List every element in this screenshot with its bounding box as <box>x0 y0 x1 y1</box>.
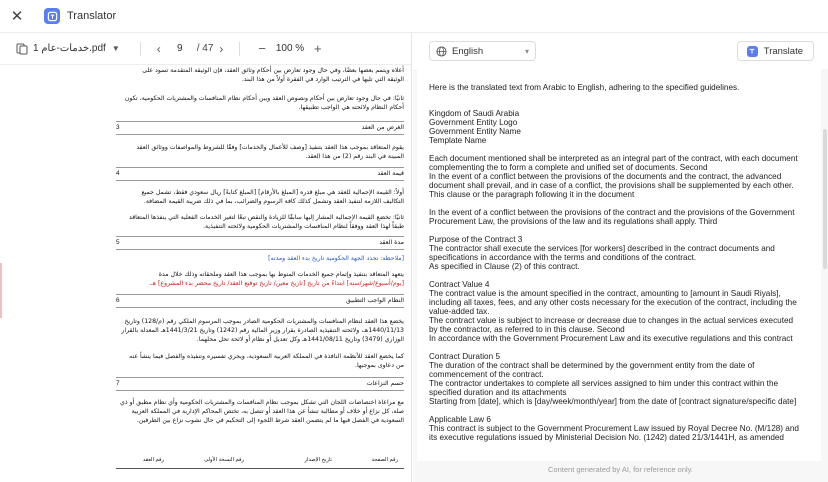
translated-line: document shall prevail, and in case of a conflict, the provisions shall be supplemented by each other. <box>429 181 794 190</box>
pdf-text-line: ثانيًا: في حال وجود تعارض بين أحكام ونصوص العقد وبين أحكام نظام المنافسات والمشتريات الحكومية، تكون <box>124 95 404 102</box>
translated-line: Each document mentioned shall be interpreted as an integral part of the contract, with each document <box>429 154 798 163</box>
language-label: English <box>452 45 484 57</box>
translator-app-icon <box>44 8 60 24</box>
section-rule <box>116 307 404 308</box>
translated-line: complementing the to form a complete and unified set of documents. Second <box>429 163 708 172</box>
translated-line: its executive regulations issued by Ministerial Decision No. (1242) dated 21/3/1441H, as amended <box>429 433 784 442</box>
section-rule <box>116 121 404 122</box>
section-title: الغرض من العقد <box>361 124 404 131</box>
pdf-text-line: المبينة في البند رقم (2) من هذا العقد. <box>305 153 404 160</box>
translated-document <box>417 69 821 461</box>
title-bar <box>0 0 828 33</box>
section-number: 5 <box>116 239 120 246</box>
pdf-text-line: أحكام النظام ولائحته هي الواجب تطبيقها. <box>298 104 404 111</box>
chevron-down-icon[interactable]: ▼ <box>111 44 120 53</box>
translated-paragraph <box>429 352 813 406</box>
translated-line: The contract value is subject to increase or decrease due to changes in the actual services executed <box>429 316 794 325</box>
zoom-in-button[interactable]: + <box>314 41 322 56</box>
translated-line: As specified in Clause (2) of this contract. <box>429 262 580 271</box>
translated-paragraph <box>429 154 813 199</box>
translated-line: Kingdom of Saudi Arabia <box>429 109 520 118</box>
pdf-text-line: التكاليف اللازمة لتنفيذ العقد وتشمل كذلك كافة الرسوم والضرائب، بما في ذلك ضريبة القيمة المضافة. <box>143 198 404 205</box>
pdf-text-line: طبقاً لهذا العقد ووفقاً لنظام المنافسات والمشتريات الحكومية ولائحته التنفيذية. <box>203 223 404 230</box>
translated-line: commencement of the contract. <box>429 370 544 379</box>
translated-line: Here is the translated text from Arabic to English, adhering to the specified guidelines. <box>429 83 740 92</box>
section-rule <box>116 390 404 391</box>
next-page-button[interactable]: › <box>219 41 224 56</box>
translated-paragraph <box>429 280 813 343</box>
pdf-viewer <box>0 33 412 482</box>
section-rule <box>116 134 404 135</box>
pdf-text-line: 1440/11/13هـ، ولائحته التنفيذية الصادرة بقرار وزير المالية رقم (1242) وتاريخ 1441/3/21هـ المعدلة بالقرار <box>121 327 404 334</box>
zoom-level[interactable]: 100 % <box>275 43 305 54</box>
translated-line: The contractor shall execute the services [for workers] described in the contract documents and <box>429 244 775 253</box>
pdf-text-line: من دعاوى بموجبها. <box>354 362 404 369</box>
pdf-text-line: يتعهد المتعاقد بتنفيذ وإتمام جميع الخدمات المنوط بها بموجب هذا العقد وملحقاته وذلك خلال مدة <box>158 271 404 278</box>
signature-cell: رقم النسخة الأولى <box>204 457 244 463</box>
prev-page-button[interactable]: ‹ <box>156 41 161 56</box>
pdf-text-line: الوزاري (3479) وتاريخ 1441/08/11هـ وكل تعديل أو نظام أو لائحة تحل محلهما. <box>196 336 404 343</box>
section-number: 7 <box>116 380 120 387</box>
translated-line: Purpose of the Contract 3 <box>429 235 523 244</box>
translated-line: In accordance with the Government Procurement Law and its executive regulations and this contract <box>429 334 793 343</box>
translated-line: Applicable Law 6 <box>429 415 491 424</box>
translated-paragraph <box>429 109 813 145</box>
translated-line: Government Entity Logo <box>429 118 518 127</box>
pdf-toolbar <box>0 33 411 65</box>
translated-line: The duration of the contract shall be determined by the government entity from the date of <box>429 361 755 370</box>
translated-line: Template Name <box>429 136 487 145</box>
translated-paragraph <box>429 83 813 92</box>
toolbar-divider <box>140 42 141 56</box>
translated-line: Procurement Law, the provisions of the law and its regulations shall apply. Third <box>429 217 718 226</box>
translated-line: Government Entity Name <box>429 127 521 136</box>
section-rule <box>116 180 404 181</box>
translated-line: This clause or the paragraph following it in the document <box>429 190 635 199</box>
close-icon[interactable]: ✕ <box>10 8 24 25</box>
pdf-text-line: ثانيًا: تخضع القيمة الإجمالية المشار إليها سابقًا للزيادة والنقص تبعًا لتغير الخدمات الفعلية التي ينفذها المتعاقد <box>128 214 404 221</box>
zoom-out-button[interactable]: − <box>258 41 267 56</box>
pdf-text-line: الوثيقة التي تليها في الترتيب الوارد في الفقرة أولاً من هذا البند. <box>241 76 404 83</box>
translated-line: Contract Value 4 <box>429 280 490 289</box>
signature-cell: رقم الصفحة <box>371 457 398 463</box>
pdf-text-line: أولاً: القيمة الإجمالية للعقد هي مبلغ قدره [المبلغ بالأرقام] [المبلغ كتابةً] ريال سعودي فقط، تشمل جميع <box>141 189 404 196</box>
translate-icon <box>747 46 758 57</box>
signature-cell: تاريخ الإصدار <box>304 457 332 463</box>
translate-button[interactable] <box>737 41 814 61</box>
toolbar-divider <box>239 42 240 56</box>
translated-line: including all taxes, fees, and any other costs necessary for the execution of the contract, including the <box>429 298 797 307</box>
translated-line: The contract value is the amount specified in the contract, amounting to [amount in Saudi Riyals], <box>429 289 781 298</box>
signature-table <box>116 457 404 482</box>
translated-line: This contract is subject to the Government Procurement Law issued by Royal Decree No. (M/128) and <box>429 424 799 433</box>
pdf-text-line: مع مراعاة اختصاصات اللجان التي تشكل بموجب نظام المنافسات والمشتريات الحكومية وأي نظام مطبق أو ذي <box>120 399 404 406</box>
pdf-text-line: كما يخضع العقد للأنظمة النافذة في المملكة العربية السعودية، ويجري تفسيره وتنفيذه والفصل فيما ينشأ عنه <box>129 353 404 360</box>
pdf-filename[interactable]: خدمات-عام 1.pdf <box>33 43 106 54</box>
chevron-down-icon: ▾ <box>524 46 529 56</box>
translated-text <box>429 83 813 451</box>
section-title: قيمة العقد <box>377 170 404 177</box>
translated-line: In the event of a conflict between the provisions of the documents and the contract, the advanced <box>429 172 782 181</box>
section-rule <box>116 236 404 237</box>
ai-disclaimer: Content generated by AI, for reference only. <box>548 465 693 474</box>
pdf-text-line: يخضع هذا العقد لنظام المنافسات والمشتريات الحكومية الصادر بموجب المرسوم الملكي رقم (م/128) وتاريخ <box>124 318 404 325</box>
pdf-text-line: أعلاه ويتمم بعضها بعضًا، وفي حال وجود تعارض بين أحكام وثائق العقد، فإن الوثيقة المتقدمة تسود على <box>142 67 404 74</box>
translated-paragraph <box>429 208 813 226</box>
section-title: مدة العقد <box>379 239 404 246</box>
scrollbar[interactable] <box>822 69 828 461</box>
window-title: Translator <box>67 10 117 22</box>
pdf-file-icon <box>16 43 28 55</box>
page-number-input[interactable]: 9 <box>176 43 183 54</box>
section-number: 4 <box>116 170 120 177</box>
globe-icon <box>436 46 447 57</box>
translated-line: specifications in accordance with the terms and conditions of the contract. <box>429 253 697 262</box>
section-rule <box>116 294 404 295</box>
pdf-page <box>110 65 412 482</box>
translated-line: Starting from [date], which is [day/week/month/year] from the date of [contract signature/specific date] <box>429 397 797 406</box>
section-rule <box>116 249 404 250</box>
pdf-text-line: صلة، كل نزاع أو خلاف أو مطالبة تنشأ عن هذا العقد أو تتصل به، تختص المحاكم الإدارية في المملكة العربية <box>131 408 404 415</box>
translated-paragraph <box>429 235 813 271</box>
translation-panel <box>413 33 828 482</box>
pdf-text-line: يقوم المتعاقد بموجب هذا العقد بتنفيذ [وصف للأعمال والخدمات] وفقًا للشروط والمواصفات ووثائق العقد <box>136 144 404 151</box>
scrollbar-thumb[interactable] <box>823 129 827 269</box>
section-rule <box>116 377 404 378</box>
section-title: حسم النزاعات <box>366 380 404 387</box>
section-number: 6 <box>116 297 120 304</box>
page-total: / 47 <box>196 43 214 54</box>
section-number: 3 <box>116 124 120 131</box>
translated-line: In the event of a conflict between the provisions of the contract and the provisions of the Government <box>429 208 795 217</box>
translation-toolbar <box>413 33 828 69</box>
pdf-note-line: [ملاحظة: تحدد الجهة الحكومية تاريخ بدء العقد ومدته] <box>268 255 404 262</box>
translated-line: specified duration and its attachments <box>429 388 567 397</box>
section-rule <box>116 167 404 168</box>
signature-cell: رقم العقد <box>143 457 164 463</box>
translated-line: The contractor undertakes to complete all services assigned to him under this contract within the <box>429 379 779 388</box>
edge-marker <box>0 263 2 318</box>
translated-line: value-added tax. <box>429 307 490 316</box>
pdf-text-line: [يوم/أسبوع/شهر/سنة] ابتداءً من تاريخ [تاريخ معين/ تاريخ توقيع العقد/ تاريخ محضر بدء المشروع] هـ. <box>148 280 404 287</box>
pdf-text-line: السعودية في الفصل فيها ما لم يتضمن العقد شرط اللجوء إلى التحكيم في حال نشوب نزاع بين الطرفين. <box>136 417 404 424</box>
translated-line: Contract Duration 5 <box>429 352 500 361</box>
translated-paragraph <box>429 415 813 442</box>
translate-label: Translate <box>763 45 803 57</box>
translated-line: by the contractor, as referred to in this clause. Second <box>429 325 625 334</box>
section-title: النظام الواجب التطبيق <box>345 297 404 304</box>
target-language-select[interactable] <box>429 41 536 61</box>
